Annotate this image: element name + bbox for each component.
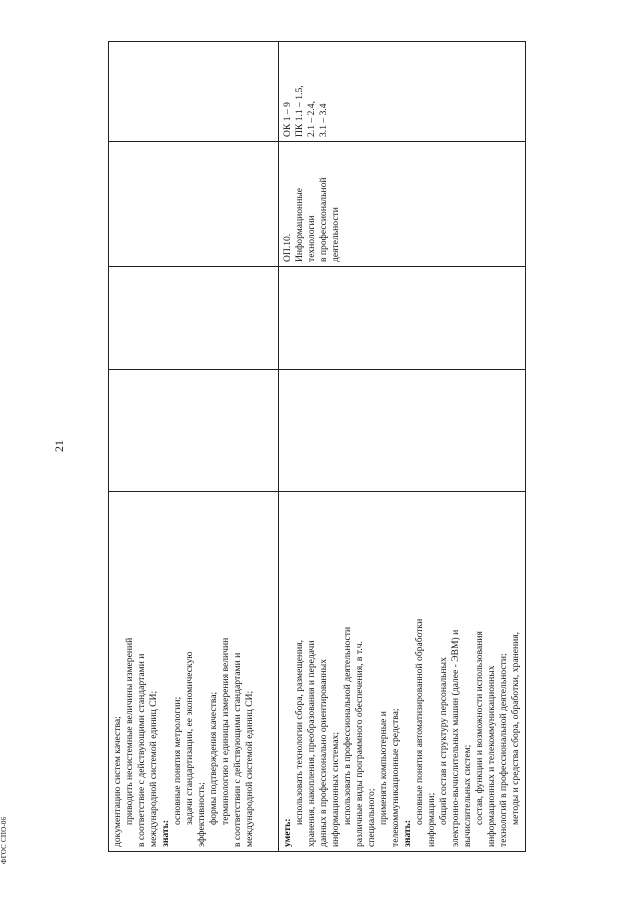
competency-line: 2.1 – 2.4, [306,101,317,137]
text-line: международной системой единиц СИ; [244,690,255,847]
text-line: основные понятия метрологии; [172,696,183,825]
hours-max-cell [109,370,279,492]
hours-cell [279,267,526,370]
competency-line: 3.1 – 3.4 [318,103,329,137]
hours-max-cell [279,370,526,492]
text-line: задачи стандартизации, ее экономическую [184,651,195,825]
text-line: информации; [426,792,437,847]
competencies-cell [109,42,279,142]
page-number: 21 [52,440,66,452]
skills-cell [109,492,279,852]
discipline-name-line: Информационные [294,187,305,262]
text-line: хранения, накопления, преобразования и передачи [306,640,317,847]
text-line: состав, функции и возможности использования [474,631,485,825]
section-label: уметь: [282,818,293,847]
text-line: использовать технологии сбора, размещения, [294,639,305,825]
text-line: телекоммуникационные средства; [390,708,401,847]
discipline-name-line: в профессиональной [318,177,329,262]
text-line: в соответствие с действующими стандартами и [136,653,147,847]
footer-code: ФГОС СПО-06 [0,816,8,864]
text-line: эффективность; [196,782,207,847]
text-line: приводить несистемные величины измерений [124,637,135,825]
text-line: основные понятия автоматизированной обработки [414,618,425,825]
section-label: знать: [402,820,413,847]
competency-line: ПК 1.1 – 1.5, [294,85,305,137]
text-line: технологий в профессиональной деятельности; [498,653,509,847]
competency-line: ОК 1 – 9 [282,102,293,137]
text-line: документацию систем качества; [112,716,123,847]
text-line: информационных и телекоммуникационных [486,665,497,847]
text-line: вычислительных систем; [462,744,473,847]
curriculum-table [108,41,526,852]
text-line: терминологию и единицы измерения величин [220,637,231,825]
section-label: знать: [160,820,171,847]
text-line: методы и средства сбора, обработки, хранения, [510,631,521,825]
text-line: формы подтверждения качества; [208,691,219,825]
text-line: использовать в профессиональной деятельности [342,626,353,825]
competencies-cell [279,42,526,142]
discipline-name-line: деятельности [330,207,341,262]
text-line: применять компьютерные и [378,711,389,825]
discipline-cell [279,142,526,267]
skills-cell [279,492,526,852]
rotated-table-container [108,42,521,852]
text-line: информационных системах; [330,732,341,847]
hours-cell [109,267,279,370]
text-line: данных в профессионально ориентированных [318,658,329,847]
table-row [109,42,279,852]
discipline-cell [109,142,279,267]
text-line: электронно-вычислительных машин (далее - ЭВМ) и [450,629,461,847]
table-row [279,42,526,852]
text-line: специального; [366,788,377,847]
text-line: общий состав и структуру персональных [438,657,449,825]
text-line: международной системой единиц СИ; [148,690,159,847]
discipline-name-line: технологии [306,215,317,262]
discipline-code: ОП.10. [282,233,293,262]
text-line: различные виды программного обеспечения, в т.ч. [354,641,365,847]
text-line: в соответствии с действующими стандартами и [232,652,243,847]
